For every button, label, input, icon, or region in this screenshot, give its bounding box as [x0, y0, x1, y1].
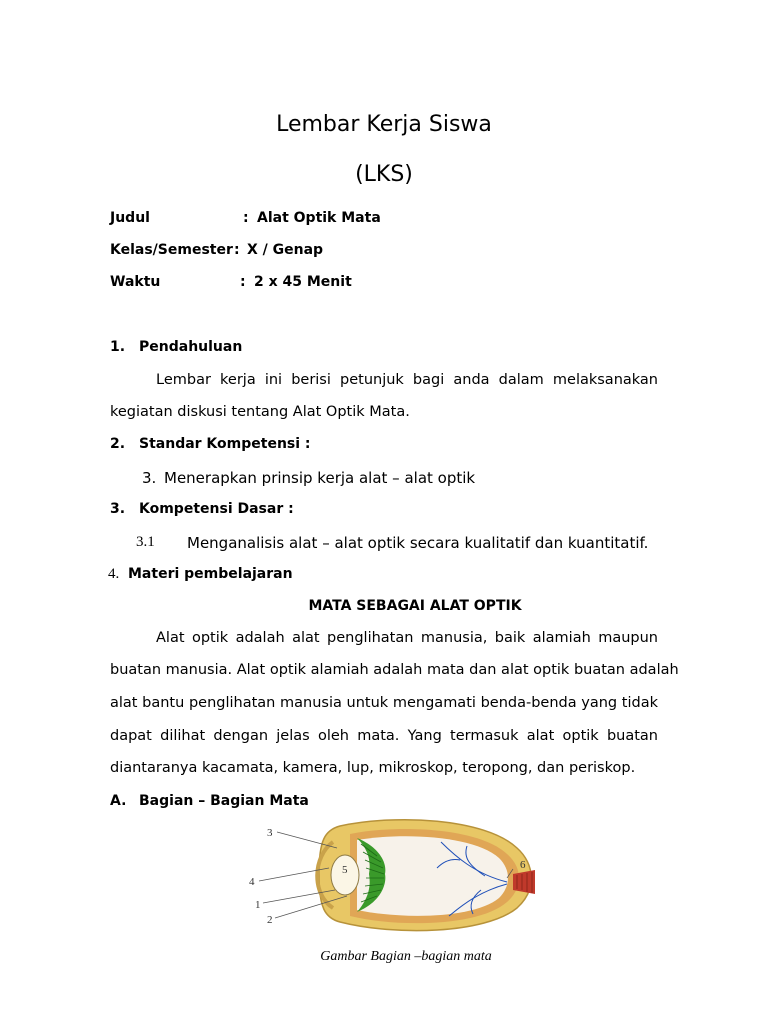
meta-value-kelas: X / Genap — [247, 242, 324, 258]
label-3: 3 — [267, 827, 273, 839]
section-2-heading: Standar Kompetensi : — [139, 436, 311, 452]
section-4-subheading: MATA SEBAGAI ALAT OPTIK — [308, 598, 522, 614]
paragraph-line: buatan manusia. Alat optik alamiah adalah mata dan alat optik buatan adalah — [110, 662, 679, 678]
figure-caption: Gambar Bagian –bagian mata — [320, 949, 492, 964]
section-2-item-number: 3. — [142, 469, 157, 487]
meta-value-waktu: 2 x 45 Menit — [254, 274, 352, 290]
section-4-heading: Materi pembelajaran — [128, 566, 293, 582]
meta-label-waktu: Waktu — [110, 274, 161, 290]
paragraph-line: Lembar kerja ini berisi petunjuk bagi anda dalam melaksanakan — [156, 372, 658, 388]
page-subtitle: (LKS) — [355, 162, 413, 187]
label-5: 5 — [342, 864, 348, 876]
section-1-heading: Pendahuluan — [139, 339, 243, 355]
section-a-heading: Bagian – Bagian Mata — [139, 793, 309, 809]
section-3-item-number: 3.1 — [136, 534, 155, 550]
section-1-number: 1. — [110, 339, 126, 355]
section-3-number: 3. — [110, 501, 126, 517]
meta-sep-kelas: : — [234, 242, 240, 258]
label-1: 1 — [255, 899, 261, 911]
section-a-number: A. — [110, 793, 127, 809]
label-6: 6 — [520, 859, 526, 871]
meta-value-judul: Alat Optik Mata — [257, 210, 381, 226]
paragraph-line: diantaranya kacamata, kamera, lup, mikroskop, teropong, dan periskop. — [110, 760, 636, 776]
label-4: 4 — [249, 876, 255, 888]
label-2: 2 — [267, 914, 273, 926]
section-3-heading: Kompetensi Dasar : — [139, 501, 294, 517]
section-2-item-text: Menerapkan prinsip kerja alat – alat optik — [164, 469, 476, 487]
meta-sep-waktu: : — [240, 274, 246, 290]
paragraph-line: alat bantu penglihatan manusia untuk mengamati benda-benda yang tidak — [110, 695, 658, 711]
section-2-number: 2. — [110, 436, 126, 452]
eye-anatomy-diagram — [245, 812, 545, 937]
section-4-number: 4. — [108, 566, 120, 582]
meta-label-kelas: Kelas/Semester — [110, 242, 233, 258]
paragraph-line: dapat dilihat dengan jelas oleh mata. Yang termasuk alat optik buatan — [110, 728, 658, 744]
meta-label-judul: Judul — [110, 210, 150, 226]
meta-sep-judul: : — [243, 210, 249, 226]
page-title: Lembar Kerja Siswa — [276, 112, 492, 137]
paragraph-line: Alat optik adalah alat penglihatan manusia, baik alamiah maupun — [156, 630, 658, 646]
paragraph-line: kegiatan diskusi tentang Alat Optik Mata. — [110, 404, 410, 420]
section-3-item-text: Menganalisis alat – alat optik secara kualitatif dan kuantitatif. — [187, 534, 649, 552]
